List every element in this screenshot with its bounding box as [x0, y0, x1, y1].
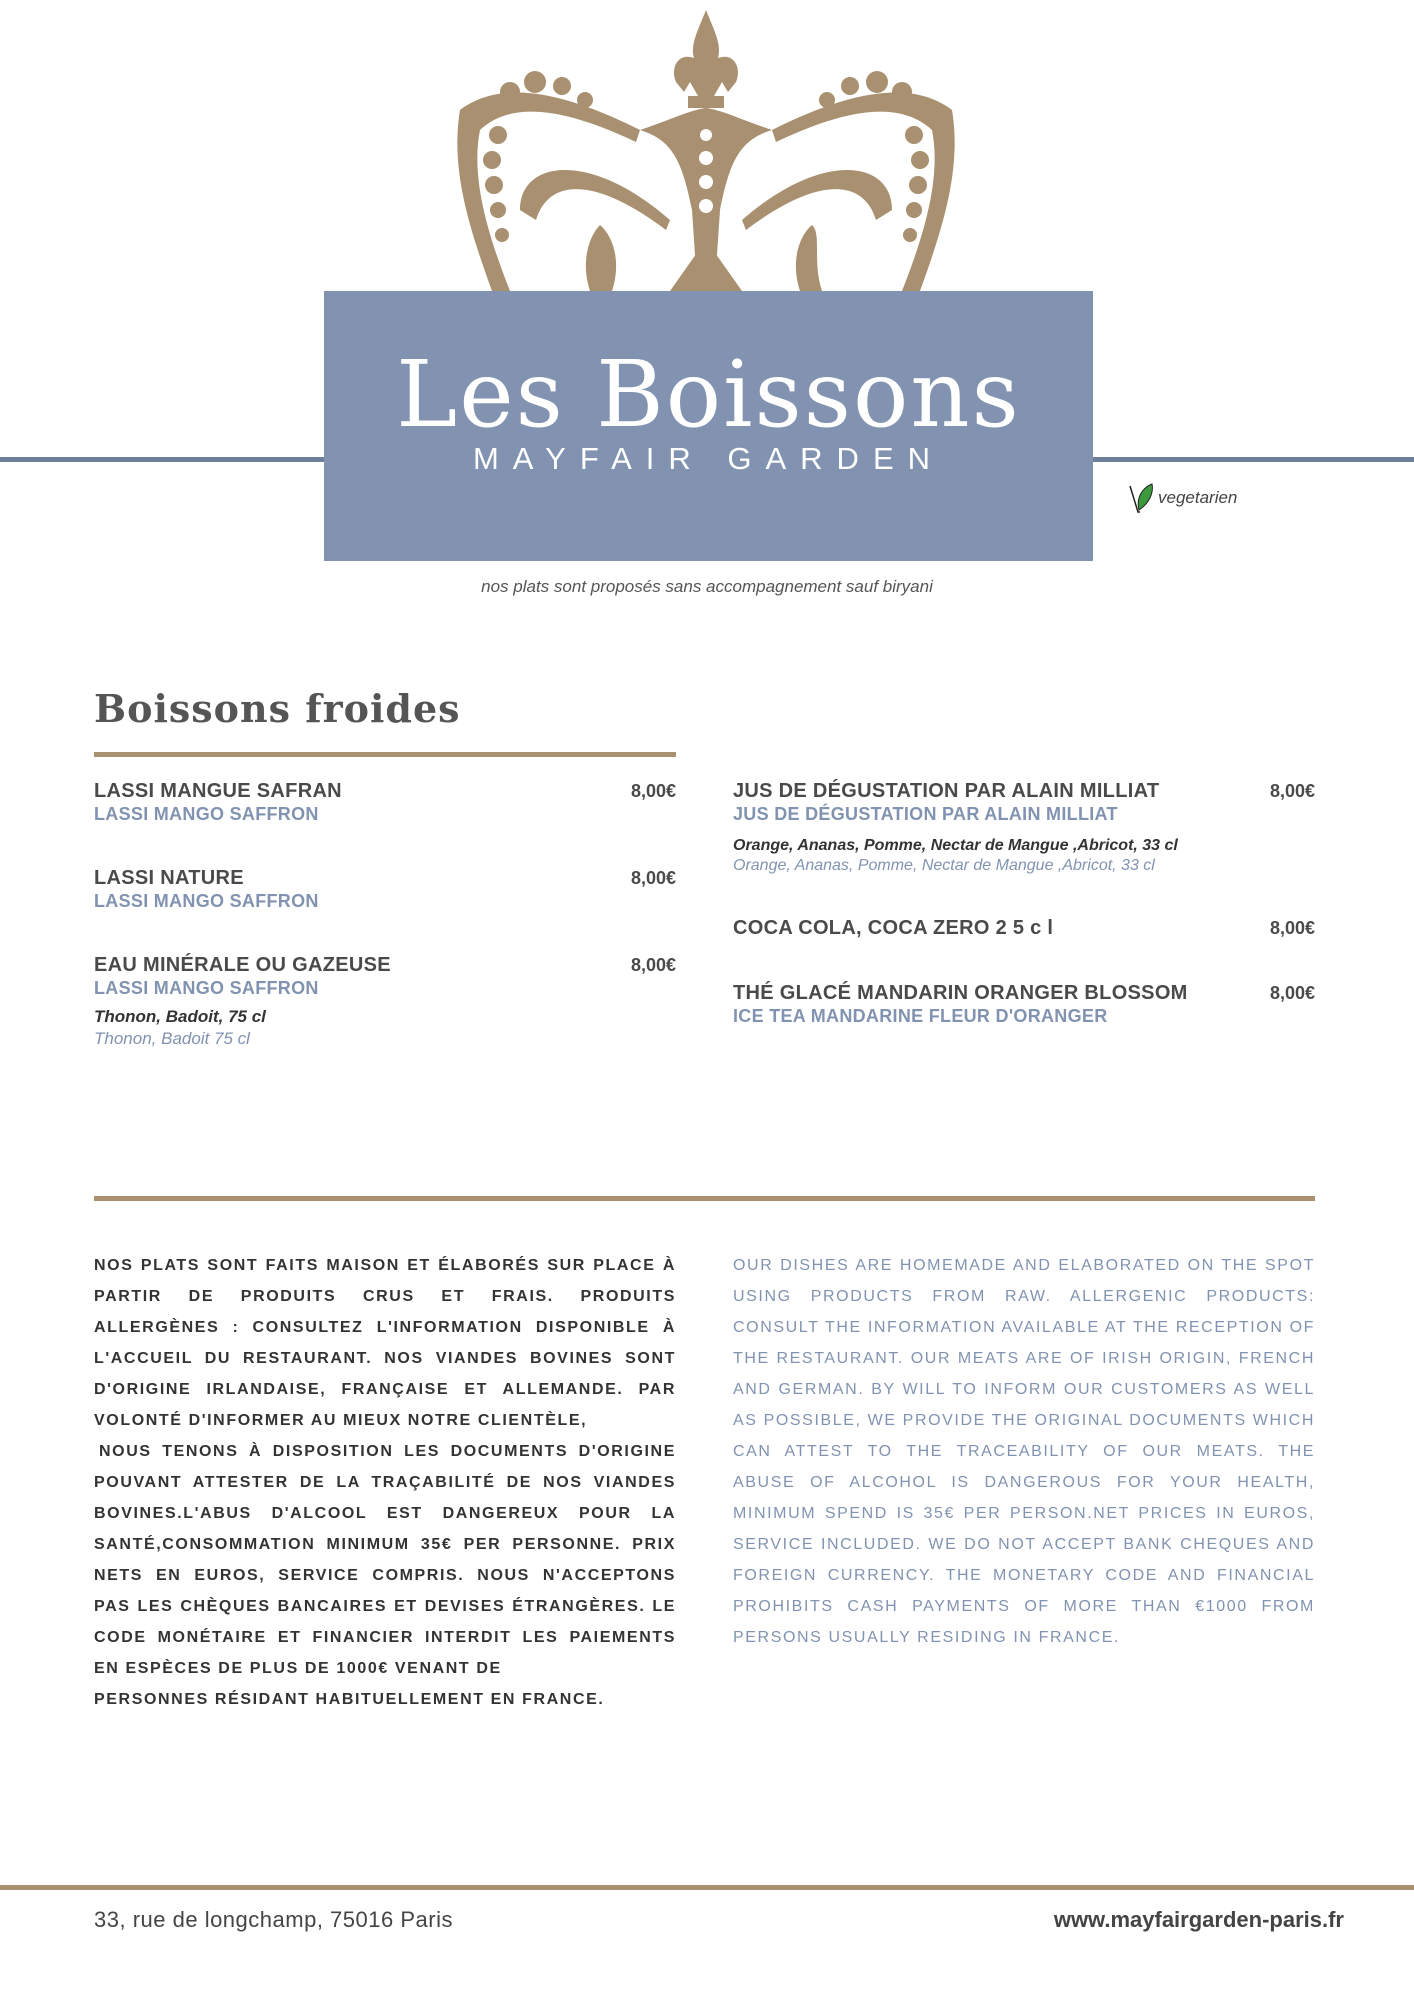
item-name: EAU MINÉRALE OU GAZEUSE	[94, 954, 391, 976]
menu-item	[733, 982, 1188, 1027]
item-description-translation: Thonon, Badoit 75 cl	[94, 1029, 250, 1048]
crown-logo	[440, 10, 972, 291]
item-translation: ICE TEA MANDARINE FLEUR D'ORANGER	[733, 1006, 1108, 1026]
footer-rule	[0, 1885, 1414, 1890]
item-description: Thonon, Badoit, 75 cl	[94, 1007, 266, 1026]
info-rule	[94, 1196, 1315, 1201]
menu-item	[94, 954, 391, 1049]
item-name: COCA COLA, COCA ZERO 2 5 c l	[733, 917, 1054, 939]
menu-item	[733, 917, 1053, 940]
info-french-paragraph: PERSONNES RÉSIDANT HABITUELLEMENT EN FRANCE.	[94, 1691, 605, 1708]
item-name: LASSI MANGUE SAFRAN	[94, 780, 342, 802]
header-rule-left	[0, 457, 324, 462]
menu-item	[733, 780, 1178, 875]
item-price: 8,00€	[1269, 781, 1315, 801]
item-description-translation: Orange, Ananas, Pomme, Nectar de Mangue ,Abricot, 33 cl	[733, 857, 1155, 874]
page-title: Les Boissons	[396, 341, 1021, 448]
header-rule-right	[1093, 457, 1414, 462]
menu-item	[94, 867, 319, 912]
item-translation: LASSI MANGO SAFFRON	[94, 978, 319, 998]
menu-item	[94, 780, 342, 825]
footer-website-link[interactable]: www.mayfairgarden-paris.fr	[1053, 1907, 1344, 1932]
item-price: 8,00€	[630, 781, 676, 801]
info-english: OUR DISHES ARE HOMEMADE AND ELABORATED ON THE SPOT USING PRODUCTS FROM RAW. ALLERGENIC PRODUCTS: CONSULT THE INFORMATION AVAILABLE AT THE RECEPTION OF THE RESTAURANT. OUR MEATS ARE OF IRISH ORIGIN, FRENCH AND GERMAN. BY WILL TO INFORM OUR CUSTOMERS AS WELL AS POSSIBLE, WE PROVIDE THE ORIGINAL DOCUMENTS WHICH CAN ATTEST TO THE TRACEABILITY OF OUR MEATS. THE ABUSE OF ALCOHOL IS DANGEROUS FOR YOUR HEALTH, MINIMUM SPEND IS 35€ PER PERSON.NET PRICES IN EUROS, SERVICE INCLUDED. WE DO NOT ACCEPT BANK CHEQUES AND FOREIGN CURRENCY. THE MONETARY CODE AND FINANCIAL PROHIBITS CASH PAYMENTS OF MORE THAN €1000 FROM PERSONS USUALLY RESIDING IN FRANCE.	[733, 1257, 1315, 1646]
item-price: 8,00€	[630, 868, 676, 888]
item-price: 8,00€	[1269, 983, 1315, 1003]
footer-address: 33, rue de longchamp, 75016 Paris	[94, 1907, 453, 1932]
info-french-paragraph: NOUS TENONS À DISPOSITION LES DOCUMENTS D'ORIGINE POUVANT ATTESTER DE LA TRAÇABILITÉ DE NOS VIANDES BOVINES.L'ABUS D'ALCOOL EST DANGEREUX POUR LA SANTÉ,CONSOMMATION MINIMUM 35€ PER PERSONNE. PRIX NETS EN EUROS, SERVICE COMPRIS. NOUS N'ACCEPTONS PAS LES CHÈQUES BANCAIRES ET DEVISES ÉTRANGÈRES. LE CODE MONÉTAIRE ET FINANCIER INTERDIT LES PAIEMENTS EN ESPÈCES DE PLUS DE 1000€ VENANT DE	[94, 1443, 676, 1677]
item-name: THÉ GLACÉ MANDARIN ORANGER BLOSSOM	[733, 982, 1188, 1004]
item-translation: LASSI MANGO SAFFRON	[94, 891, 319, 911]
section-rule	[94, 752, 676, 757]
restaurant-name: MAYFAIR GARDEN	[472, 441, 945, 476]
item-description: Orange, Ananas, Pomme, Nectar de Mangue ,Abricot, 33 cl	[733, 837, 1178, 854]
item-price: 8,00€	[1269, 918, 1315, 938]
title-banner	[324, 291, 1093, 561]
vegetarian-legend	[1128, 482, 1237, 514]
leaf-icon	[1128, 482, 1156, 514]
section-title: Boissons froides	[94, 686, 461, 731]
accompaniment-note: nos plats sont proposés sans accompagnement sauf biryani	[481, 577, 933, 596]
item-name: JUS DE DÉGUSTATION PAR ALAIN MILLIAT	[733, 780, 1160, 802]
vegetarian-label: vegetarien	[1158, 488, 1238, 507]
info-french-paragraph: NOS PLATS SONT FAITS MAISON ET ÉLABORÉS SUR PLACE À PARTIR DE PRODUITS CRUS ET FRAIS. PRODUITS ALLERGÈNES : CONSULTEZ L'INFORMATION DISPONIBLE À L'ACCUEIL DU RESTAURANT. NOS VIANDES BOVINES SONT D'ORIGINE IRLANDAISE, FRANÇAISE ET ALLEMANDE. PAR VOLONTÉ D'INFORMER AU MIEUX NOTRE CLIENTÈLE,	[94, 1257, 676, 1429]
item-translation: JUS DE DÉGUSTATION PAR ALAIN MILLIAT	[733, 804, 1118, 824]
item-name: LASSI NATURE	[94, 867, 244, 889]
item-translation: LASSI MANGO SAFFRON	[94, 804, 319, 824]
info-french	[94, 1250, 676, 1715]
item-price: 8,00€	[630, 955, 676, 975]
